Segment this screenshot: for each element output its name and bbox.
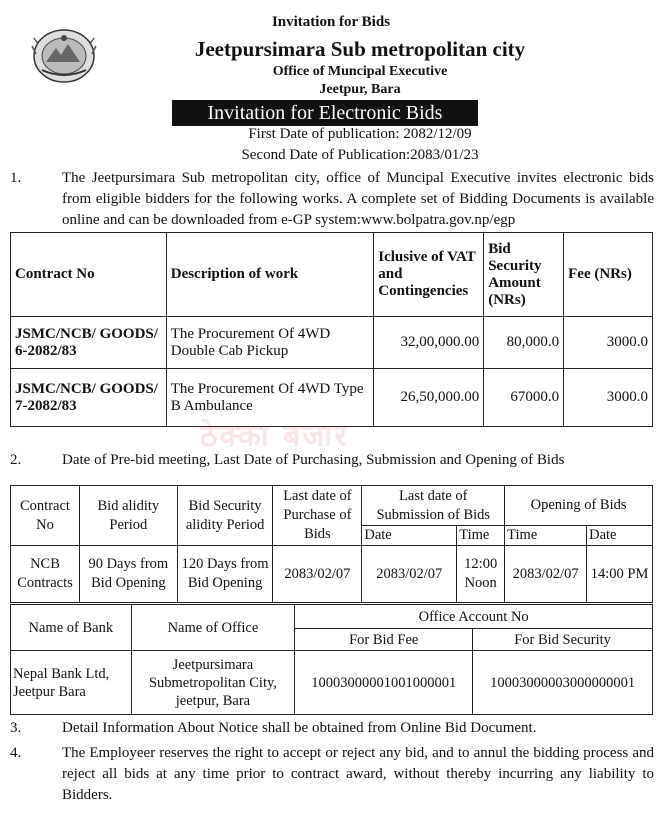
bank-name: Nepal Bank Ltd, Jeetpur Bara <box>11 651 132 715</box>
header-security: Bid Security Amount (NRs) <box>484 233 564 317</box>
watermark: ठेक्का बजार <box>200 419 349 454</box>
municipality-name: Jeetpursimara Sub metropolitan city <box>194 37 526 61</box>
bank-table <box>10 604 653 715</box>
bid-security-account: 10003000003000000001 <box>473 651 653 715</box>
header-bid-security: For Bid Security <box>473 629 653 651</box>
header-description: Description of work <box>166 233 374 317</box>
contract-no: JSMC/NCB/ GOODS/ 7-2082/83 <box>11 369 167 427</box>
dates-table <box>10 485 653 603</box>
submission-date: 2083/02/07 <box>362 546 457 603</box>
section-2 <box>10 450 655 472</box>
section-number: 3. <box>10 720 22 736</box>
header-submission-date: Date <box>362 526 457 546</box>
header-opening-time: Time <box>505 526 587 546</box>
header-last-submission: Last date of Submission of Bids <box>362 486 505 526</box>
header-last-purchase: Last date of Purchase of Bids <box>273 486 362 546</box>
header-fee: Fee (NRs) <box>564 233 653 317</box>
section-4 <box>10 743 655 809</box>
security-validity: 120 Days from Bid Opening <box>177 546 273 603</box>
bid-fee: 3000.0 <box>564 369 653 427</box>
section-text: Date of Pre-bid meeting, Last Date of Purchasing, Submission and Opening of Bids <box>62 452 565 468</box>
submission-time: 12:00 Noon <box>457 546 505 603</box>
work-description: The Procurement Of 4WD Type B Ambulance <box>166 369 374 427</box>
table-row <box>11 546 653 603</box>
header-amount: Iclusive of VAT and Contingencies <box>374 233 484 317</box>
second-publication-date: Second Date of Publication:2083/01/23 <box>241 147 479 163</box>
section-number: 1. <box>10 170 22 186</box>
header-submission-time: Time <box>457 526 505 546</box>
contracts-table <box>10 232 653 427</box>
header-bid-validity: Bid alidity Period <box>79 486 177 546</box>
section-number: 4. <box>10 745 22 761</box>
contract-amount: 32,00,000.00 <box>374 317 484 369</box>
header-account: Office Account No <box>295 605 653 629</box>
header-bid-fee: For Bid Fee <box>295 629 473 651</box>
table-header-row <box>11 486 653 526</box>
office-location: Jeetpur, Bara <box>319 82 401 97</box>
opening-date: 14:00 PM <box>587 546 653 603</box>
header-contract-no: Contract No <box>11 233 167 317</box>
section-3 <box>10 718 655 740</box>
section-text: The Jeetpursimara Sub metropolitan city, office of Muncipal Executive invites electronic bids from eligible bidders for the following works. A complete set of Bidding Documents is available online and can be downloaded from e-GP system:www.bolpatra.gov.np/egp <box>62 170 654 228</box>
notice-type: Invitation for Bids <box>271 14 391 30</box>
table-header-row <box>11 605 653 629</box>
bid-fee: 3000.0 <box>564 317 653 369</box>
bid-fee-account: 10003000001001000001 <box>295 651 473 715</box>
header-office: Name of Office <box>131 605 295 651</box>
contract-amount: 26,50,000.00 <box>374 369 484 427</box>
first-publication-date: First Date of publication: 2082/12/09 <box>248 126 472 142</box>
section-text: Detail Information About Notice shall be obtained from Online Bid Document. <box>62 720 537 736</box>
header-opening: Opening of Bids <box>505 486 653 526</box>
government-emblem-icon <box>28 26 100 86</box>
bid-validity: 90 Days from Bid Opening <box>79 546 177 603</box>
bid-security: 67000.0 <box>484 369 564 427</box>
office-name: Office of Muncipal Executive <box>272 64 448 79</box>
contract-no: JSMC/NCB/ GOODS/ 6-2082/83 <box>11 317 167 369</box>
last-purchase-date: 2083/02/07 <box>273 546 362 603</box>
table-row <box>11 317 653 369</box>
work-description: The Procurement Of 4WD Double Cab Pickup <box>166 317 374 369</box>
header-bank: Name of Bank <box>11 605 132 651</box>
header-opening-date: Date <box>587 526 653 546</box>
bid-security: 80,000.0 <box>484 317 564 369</box>
section-1 <box>10 168 655 230</box>
table-header-row <box>11 233 653 317</box>
header-security-validity: Bid Security alidity Period <box>177 486 273 546</box>
opening-time: 2083/02/07 <box>505 546 587 603</box>
office-name: Jeetpursimara Submetropolitan City, jeetpur, Bara <box>131 651 295 715</box>
section-text: The Employeer reserves the right to accept or reject any bid, and to annul the bidding process and reject all bids at any time prior to contract award, without thereby incurring any liability to Bidders. <box>62 745 654 803</box>
section-number: 2. <box>10 452 22 468</box>
contract-type: NCB Contracts <box>11 546 80 603</box>
header-contract-no: Contract No <box>11 486 80 546</box>
table-row <box>11 651 653 715</box>
notice-banner: Invitation for Electronic Bids <box>172 100 478 126</box>
